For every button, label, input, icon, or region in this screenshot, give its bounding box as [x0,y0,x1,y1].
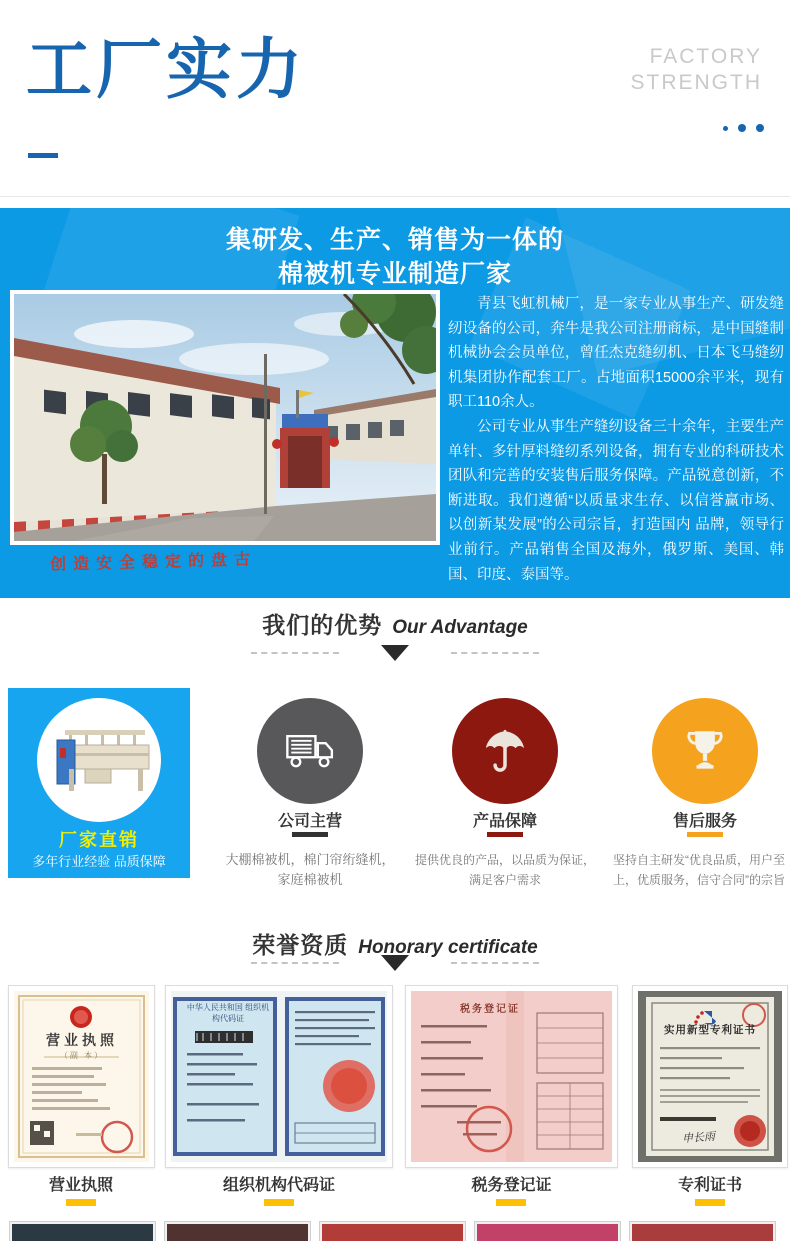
tax-registration-doc-title: 税务登记证 [460,1004,520,1015]
page-title-en-line2: STRENGTH [630,71,762,94]
truck-icon-circle [257,698,363,804]
advantage-item-title: 产品保障 [472,813,537,830]
bottom-cert-thumbnail [10,1222,155,1241]
cert-caption-underline [496,1199,526,1206]
trophy-icon-circle [652,698,758,804]
cert-caption-underline [66,1199,96,1206]
company-intro-text [448,292,784,587]
cert-caption: 税务登记证 [471,1177,552,1194]
down-triangle-icon [381,955,409,971]
advantage-heading-en: Our Advantage [392,617,528,638]
truck-icon [285,732,335,770]
page-title: 工厂实力 [26,32,306,106]
bottom-cert-thumbnail [630,1222,775,1241]
advantage-item-underline [687,832,723,837]
trophy-icon [682,727,728,775]
umbrella-icon-circle [452,698,558,804]
featured-card-title: 厂家直销 [59,830,139,850]
advantage-item-title: 售后服务 [672,813,737,830]
patent-signature: 申长雨 [681,1130,716,1146]
honor-heading-en: Honorary certificate [358,937,538,958]
factory-photo [10,290,440,574]
quilting-machine-image [55,726,155,796]
factory-photo-illustration [14,294,436,541]
business-license-image [14,991,149,1162]
organization-code-doc-title: 中华人民共和国 组织机构代码证 [186,1003,270,1023]
featured-direct-sale-card [8,688,190,878]
bottom-cert-thumbnail [475,1222,620,1241]
cert-caption: 专利证书 [677,1177,742,1194]
cert-caption: 营业执照 [48,1177,113,1194]
bottom-cert-thumbnail [320,1222,465,1241]
advantage-item-underline [292,832,328,837]
patent-doc-title: 实用新型专利证书 [664,1024,756,1036]
advantage-item-underline [487,832,523,837]
advantage-item-title: 公司主营 [277,813,342,830]
cert-caption: 组织机构代码证 [222,1177,335,1194]
cert-caption-underline [695,1199,725,1206]
honor-heading-cn: 荣誉资质 [252,932,349,958]
intro-paragraph-2: 公司专业从事生产缝纫设备三十余年，主要生产单针、多针厚料缝纫系列设备，拥有专业的科研技术团队和完善的安装售后服务保障。产品锐意创新，不断进取。我们遵循“以质量求生存、以信誉赢市场、以创新某发展”的公司宗旨，打造国内 品牌，领导行业前行。产品销售全国及海外，俄罗斯、美国、韩国、印度、泰国等。 [448,418,784,583]
certificate-business-license [8,985,155,1168]
down-triangle-icon [381,645,409,661]
advantage-item-desc: 大棚棉被机，棉门帘绗缝机，家庭棉被机 [225,852,395,887]
company-intro-banner [0,208,790,598]
bottom-cert-thumbnail [165,1222,310,1241]
umbrella-icon [482,727,528,775]
business-license-doc-subtitle: （副 本） [59,1051,105,1060]
banner-title-line2: 棉被机专业制造厂家 [277,260,512,288]
advantage-heading-cn: 我们的优势 [262,612,383,638]
wall-slogan-text: 创造安全稳定的盘古 [49,551,258,574]
featured-card-subtitle: 多年行业经验 品质保障 [32,854,166,869]
advantage-item-desc: 提供优良的产品，以品质为保证，满足客户需求 [414,853,595,887]
business-license-doc-title: 营业执照 [46,1032,118,1048]
title-accent-dash [28,153,58,158]
banner-title-line1: 集研发、生产、销售为一体的 [225,226,564,254]
intro-paragraph-1: 青县飞虹机械厂，是一家专业从事生产、研发缝纫设备的公司，奔牛是我公司注册商标，是中国缝制机械协会会员单位，曾任杰克缝纫机、日本飞马缝纫机集团协作配套工厂。占地面积15000余平米，现有职工110余人。 [448,296,784,411]
advantage-section-heading [0,607,790,640]
advantage-heading-ornament [0,645,790,661]
page-title-en [631,44,763,96]
machine-photo-circle [37,698,161,822]
header-divider [0,196,790,197]
cert-caption-underline [264,1199,294,1206]
honor-heading-ornament [0,955,790,971]
page-title-en-line1: FACTORY [649,45,762,68]
tax-registration-image [411,991,612,1162]
advantage-item-desc: 坚持自主研发“优良品质，用户至上，优质服务，信守合同”的宗旨 [613,853,785,887]
decorative-dots [723,124,764,132]
